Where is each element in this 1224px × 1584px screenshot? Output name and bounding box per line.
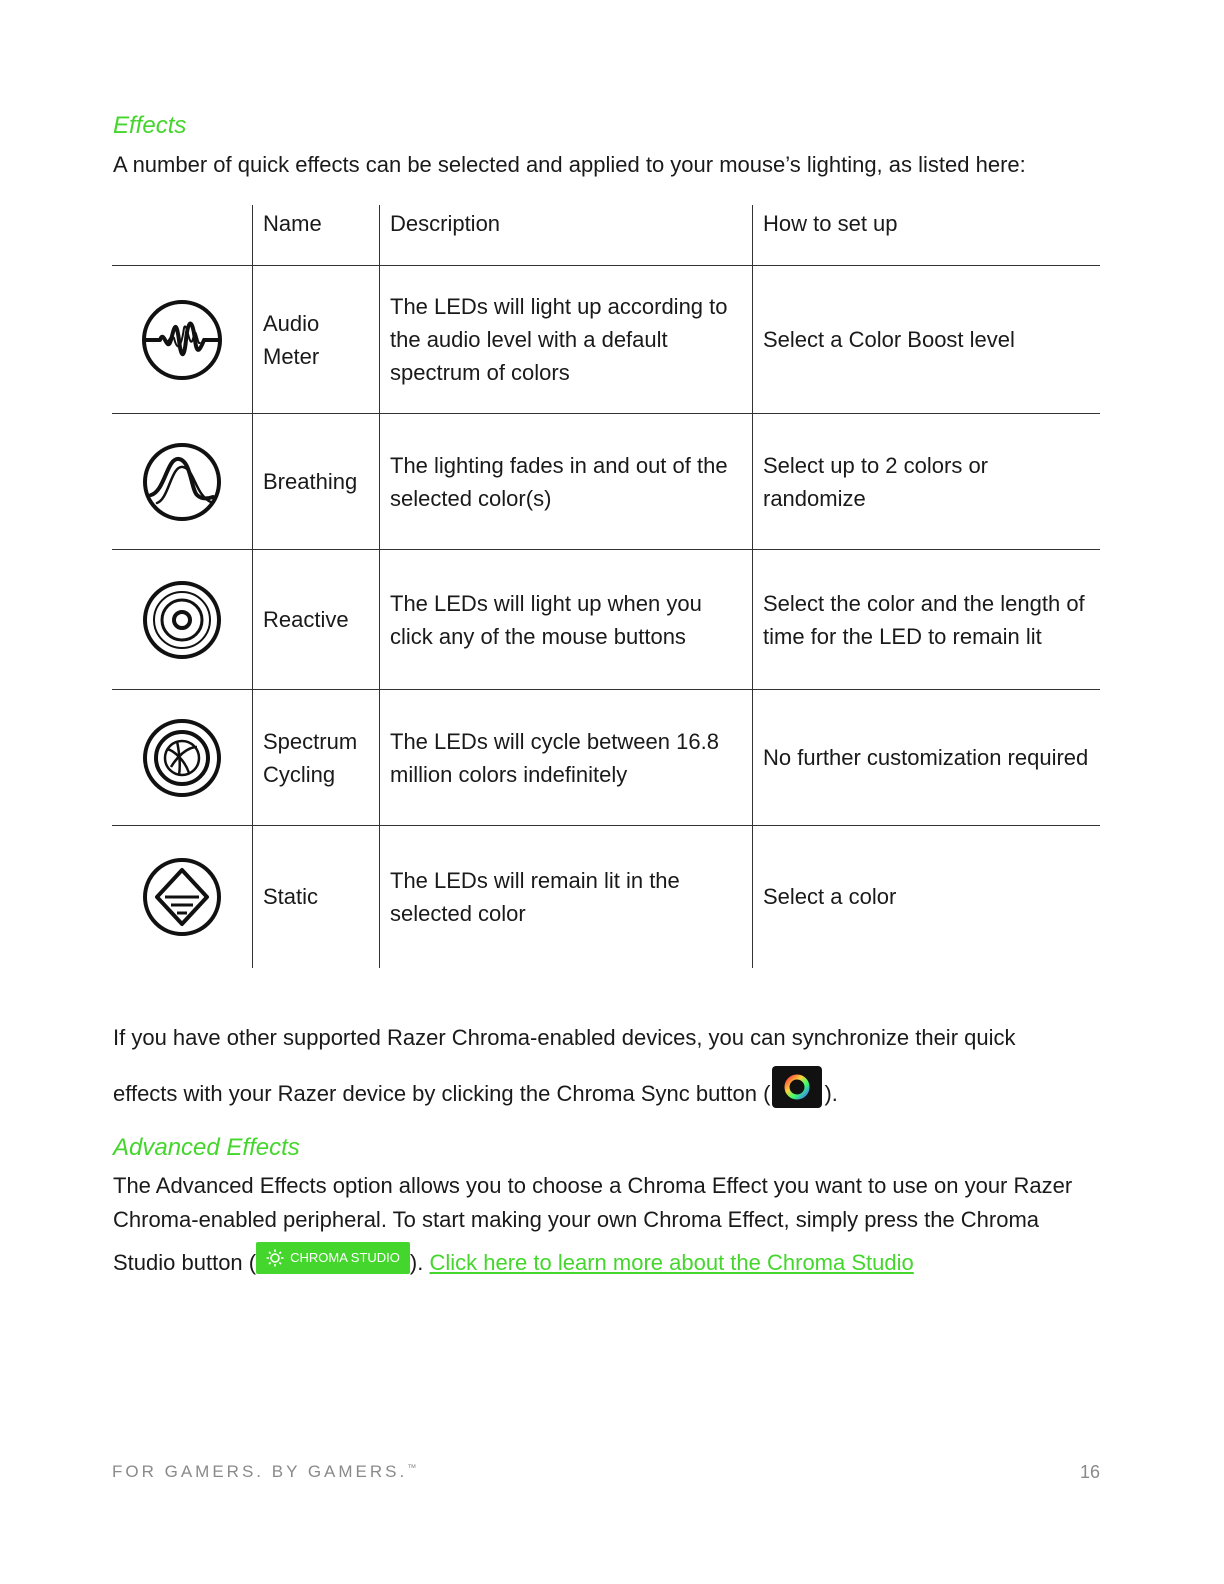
effect-description: The LEDs will light up when you click any of the mouse buttons bbox=[380, 550, 753, 690]
effect-description: The LEDs will cycle between 16.8 million colors indefinitely bbox=[380, 690, 753, 826]
chroma-studio-learn-more-link[interactable]: Click here to learn more about the Chroma Studio bbox=[429, 1250, 914, 1275]
advanced-effects-heading: Advanced Effects bbox=[113, 1134, 300, 1161]
chroma-studio-button[interactable] bbox=[256, 1242, 410, 1274]
table-row bbox=[112, 266, 1100, 414]
table-row bbox=[112, 826, 1100, 968]
effect-setup: Select a Color Boost level bbox=[753, 266, 1101, 414]
icon-cell bbox=[112, 414, 253, 550]
studio-text-before: Studio button ( bbox=[113, 1250, 257, 1275]
effect-description: The LEDs will light up according to the audio level with a default spectrum of colors bbox=[380, 266, 753, 414]
table-row bbox=[112, 550, 1100, 690]
table-row bbox=[112, 414, 1100, 550]
icon-cell bbox=[112, 266, 253, 414]
sun-icon bbox=[266, 1249, 284, 1267]
audio-meter-icon bbox=[140, 298, 224, 382]
effect-setup: Select up to 2 colors or randomize bbox=[753, 414, 1101, 550]
sync-text-before: effects with your Razer device by clicking the Chroma Sync button ( bbox=[113, 1080, 771, 1106]
name-column-header: Name bbox=[253, 205, 380, 266]
page-number: 16 bbox=[1079, 1462, 1100, 1482]
effects-table bbox=[112, 205, 1100, 968]
sync-paragraph-line1: If you have other supported Razer Chroma-enabled devices, you can synchronize their quick bbox=[113, 1025, 1016, 1050]
icon-column-header bbox=[112, 205, 253, 266]
effect-name: Static bbox=[253, 826, 380, 968]
sync-text-after: ). bbox=[824, 1080, 838, 1106]
advanced-paragraph-line2: Chroma-enabled peripheral. To start making your own Chroma Effect, simply press the Chroma bbox=[113, 1207, 1040, 1232]
footer-tagline-text: FOR GAMERS. BY GAMERS. bbox=[112, 1462, 408, 1481]
chroma-studio-label: CHROMA STUDIO bbox=[290, 1250, 400, 1266]
icon-cell bbox=[112, 690, 253, 826]
advanced-paragraph-line1: The Advanced Effects option allows you to choose a Chroma Effect you want to use on your Razer bbox=[113, 1173, 1073, 1198]
effect-name: Breathing bbox=[253, 414, 380, 550]
chroma-sync-button[interactable] bbox=[772, 1066, 822, 1108]
spectrum-cycling-icon bbox=[141, 717, 223, 799]
chroma-sync-icon bbox=[784, 1074, 810, 1100]
reactive-icon bbox=[141, 579, 223, 661]
effect-description: The lighting fades in and out of the selected color(s) bbox=[380, 414, 753, 550]
footer-tagline bbox=[112, 1462, 416, 1482]
static-icon bbox=[141, 856, 223, 938]
sync-paragraph-line2 bbox=[113, 1074, 1103, 1116]
effect-name: Audio Meter bbox=[253, 266, 380, 414]
breathing-icon bbox=[141, 441, 223, 523]
effects-heading: Effects bbox=[113, 112, 187, 139]
effect-setup: No further customization required bbox=[753, 690, 1101, 826]
effect-setup: Select the color and the length of time for the LED to remain lit bbox=[753, 550, 1101, 690]
advanced-paragraph-line3 bbox=[113, 1246, 1103, 1280]
icon-cell bbox=[112, 826, 253, 968]
effect-name: Spectrum Cycling bbox=[253, 690, 380, 826]
effect-description: The LEDs will remain lit in the selected color bbox=[380, 826, 753, 968]
effects-intro: A number of quick effects can be selected and applied to your mouse’s lighting, as listed here: bbox=[113, 152, 1026, 177]
icon-cell bbox=[112, 550, 253, 690]
setup-column-header: How to set up bbox=[753, 205, 1101, 266]
trademark-symbol: ™ bbox=[407, 1462, 417, 1473]
table-header-row bbox=[112, 205, 1100, 266]
studio-text-after: ). bbox=[409, 1250, 424, 1275]
table-row bbox=[112, 690, 1100, 826]
description-column-header: Description bbox=[380, 205, 753, 266]
effect-setup: Select a color bbox=[753, 826, 1101, 968]
effect-name: Reactive bbox=[253, 550, 380, 690]
